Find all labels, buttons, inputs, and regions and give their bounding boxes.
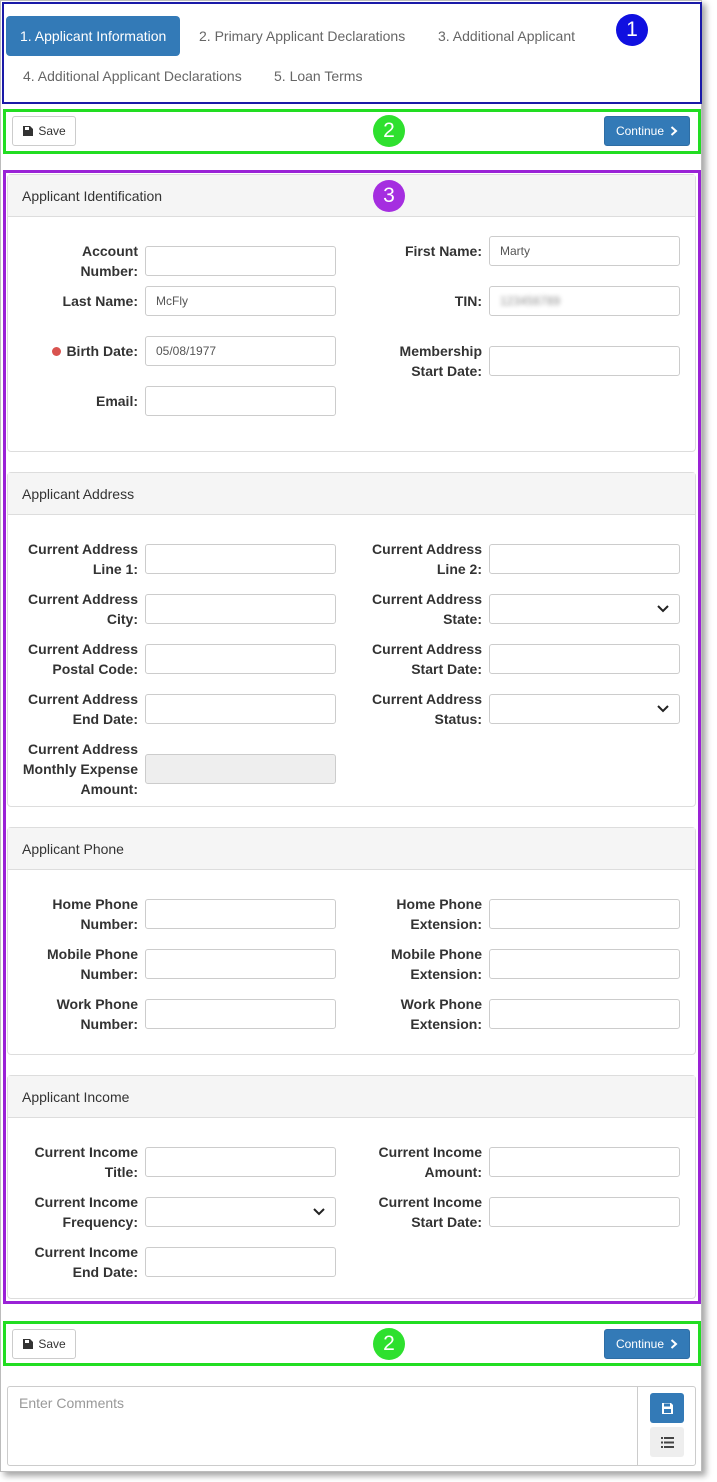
tab-additional-applicant[interactable]: 3. Additional Applicant	[438, 28, 575, 44]
annotation-box-toolbar-bottom	[3, 1321, 701, 1366]
annotation-box-form	[3, 170, 701, 1304]
last-name-label: Last Name:	[62, 293, 138, 309]
address-city-label: Current Address City:	[28, 591, 138, 627]
tin-label: TIN:	[454, 293, 482, 309]
income-start-date-label: Current Income Start Date:	[378, 1194, 482, 1230]
annotation-box-toolbar-top	[3, 109, 701, 154]
income-end-date-label: Current Income End Date:	[34, 1244, 138, 1280]
annotation-badge-2-bottom: 2	[373, 1328, 405, 1360]
floppy-disk-icon	[661, 1402, 674, 1415]
first-name-label: First Name:	[404, 243, 482, 259]
save-comment-button[interactable]	[650, 1393, 684, 1423]
save-button-label: Save	[38, 124, 66, 138]
list-icon	[661, 1437, 674, 1448]
tab-primary-applicant-declarations[interactable]: 2. Primary Applicant Declarations	[199, 28, 406, 44]
home-phone-extension-label: Home Phone Extension:	[396, 896, 482, 932]
tab-applicant-information[interactable]: 1. Applicant Information	[6, 16, 180, 56]
income-frequency-label: Current Income Frequency:	[34, 1194, 138, 1230]
first-name-input[interactable]: Marty	[489, 236, 680, 266]
annotation-box-tabs	[2, 2, 702, 104]
address-end-date-label: Current Address End Date:	[28, 691, 138, 727]
tab-additional-applicant-declarations[interactable]: 4. Additional Applicant Declarations	[23, 68, 242, 84]
monthly-expense-label: Current Address Monthly Expense Amount:	[22, 741, 138, 797]
last-name-input[interactable]: McFly	[145, 286, 336, 316]
panel-title: Applicant Identification	[8, 175, 695, 217]
mobile-phone-extension-label: Mobile Phone Extension:	[391, 946, 482, 982]
mobile-phone-number-label: Mobile Phone Number:	[47, 946, 138, 982]
income-title-label: Current Income Title:	[34, 1144, 138, 1180]
tin-value-masked: 123456789	[500, 294, 561, 308]
birth-date-input[interactable]: 05/08/1977	[145, 336, 336, 366]
address-line2-label: Current Address Line 2:	[372, 541, 482, 577]
continue-button-label: Continue	[615, 124, 665, 138]
home-phone-number-label: Home Phone Number:	[52, 896, 138, 932]
membership-start-date-label: Membership Start Date:	[399, 343, 482, 379]
birth-date-label: Birth Date:	[31, 341, 138, 361]
comments-box	[7, 1386, 696, 1466]
account-number-label: Account Number:	[80, 243, 138, 279]
panel-title: Applicant Phone	[8, 828, 695, 870]
comments-input[interactable]: Enter Comments	[8, 1387, 638, 1465]
panel-title: Applicant Address	[8, 473, 695, 515]
address-status-label: Current Address Status:	[372, 691, 482, 727]
tab-loan-terms[interactable]: 5. Loan Terms	[274, 68, 363, 84]
address-postal-label: Current Address Postal Code:	[28, 641, 138, 677]
continue-button-label: Continue	[615, 1337, 665, 1351]
address-state-label: Current Address State:	[372, 591, 482, 627]
annotation-badge-2-top: 2	[373, 115, 405, 147]
comment-list-button[interactable]	[650, 1427, 684, 1457]
save-button-label: Save	[38, 1337, 66, 1351]
work-phone-extension-label: Work Phone Extension:	[400, 996, 482, 1032]
annotation-badge-3: 3	[373, 180, 405, 212]
annotation-badge-1: 1	[616, 14, 648, 46]
address-start-date-label: Current Address Start Date:	[372, 641, 482, 677]
work-phone-number-label: Work Phone Number:	[56, 996, 138, 1032]
email-label: Email:	[95, 393, 138, 409]
panel-title: Applicant Income	[8, 1076, 695, 1118]
address-line1-label: Current Address Line 1:	[28, 541, 138, 577]
income-amount-label: Current Income Amount:	[378, 1144, 482, 1180]
